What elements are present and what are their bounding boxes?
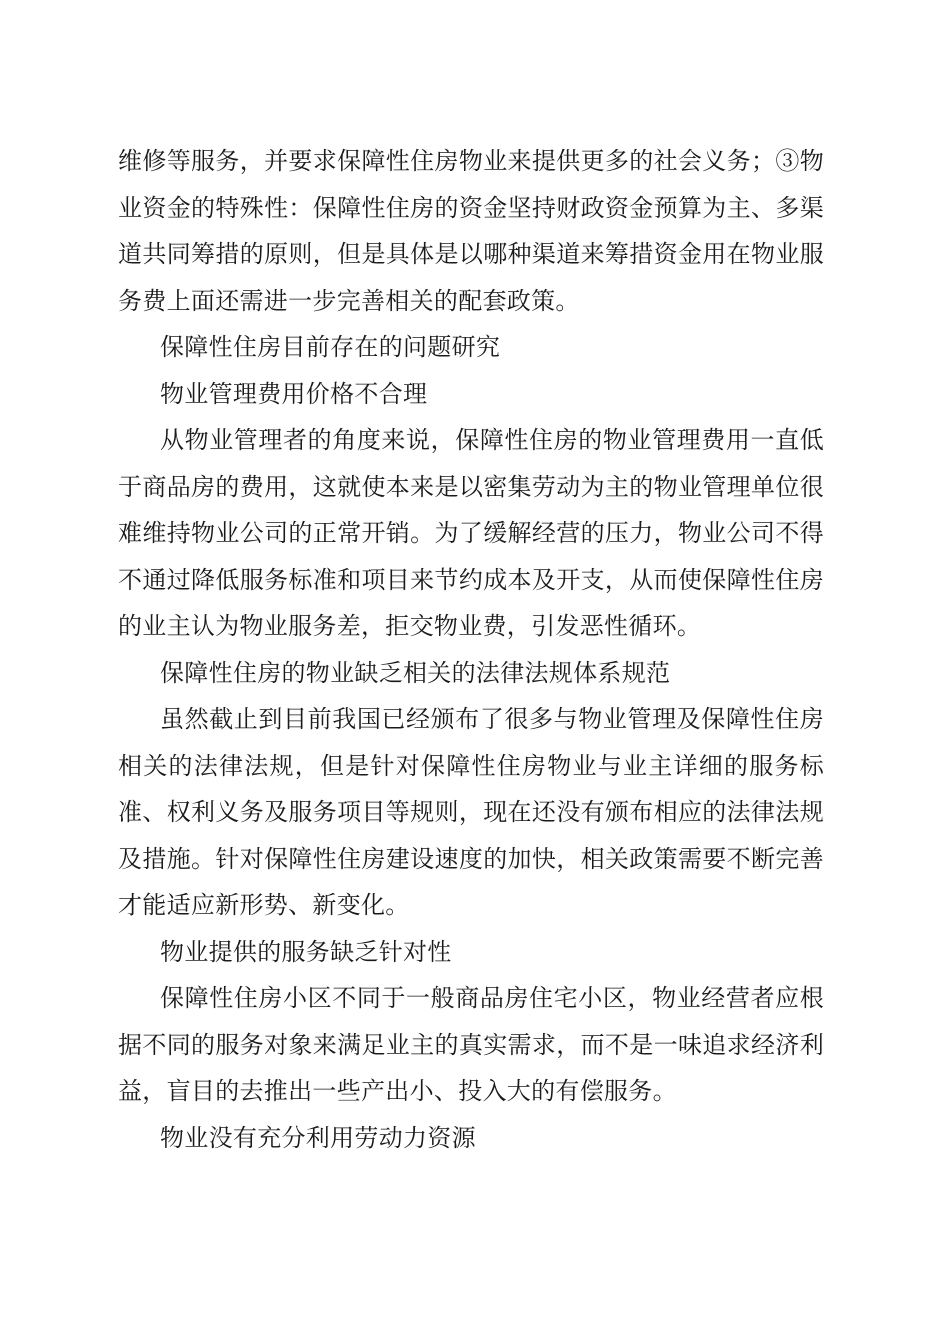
paragraph-lack-of-legal-system: 虽然截止到目前我国已经颁布了很多与物业管理及保障性住房相关的法律法规，但是针对保障性住房物业与业主详细的服务标准、权利义务及服务项目等规则，现在还没有颁布相应的法律法规及措施。针对保障性住房建设速度的加快，相关政策需要不断完善才能适应新形势、新变化。 (118, 705, 824, 919)
heading-fee-unreasonable: 物业管理费用价格不合理 (160, 379, 428, 408)
heading-service-lacks-targeting: 物业提供的服务缺乏针对性 (160, 937, 452, 966)
heading-labor-resources: 物业没有充分利用劳动力资源 (160, 1123, 476, 1152)
document-body (118, 138, 824, 1161)
paragraph-fee-unreasonable: 从物业管理者的角度来说，保障性住房的物业管理费用一直低于商品房的费用，这就使本来是以密集劳动为主的物业管理单位很难维持物业公司的正常开销。为了缓解经营的压力，物业公司不得不通过降低服务标准和项目来节约成本及开支，从而使保障性住房的业主认为物业服务差，拒交物业费，引发恶性循环。 (118, 426, 824, 640)
paragraph-funding-characteristics: 维修等服务，并要求保障性住房物业来提供更多的社会义务；③物业资金的特殊性：保障性住房的资金坚持财政资金预算为主、多渠道共同筹措的原则，但是具体是以哪种渠道来筹措资金用在物业服务费上面还需进一步完善相关的配套政策。 (118, 147, 824, 315)
paragraph-service-lacks-targeting: 保障性住房小区不同于一般商品房住宅小区，物业经营者应根据不同的服务对象来满足业主的真实需求，而不是一味追求经济利益，盲目的去推出一些产出小、投入大的有偿服务。 (118, 984, 824, 1105)
heading-problem-research: 保障性住房目前存在的问题研究 (160, 333, 501, 361)
heading-lack-of-legal-system: 保障性住房的物业缺乏相关的法律法规体系规范 (160, 658, 671, 687)
